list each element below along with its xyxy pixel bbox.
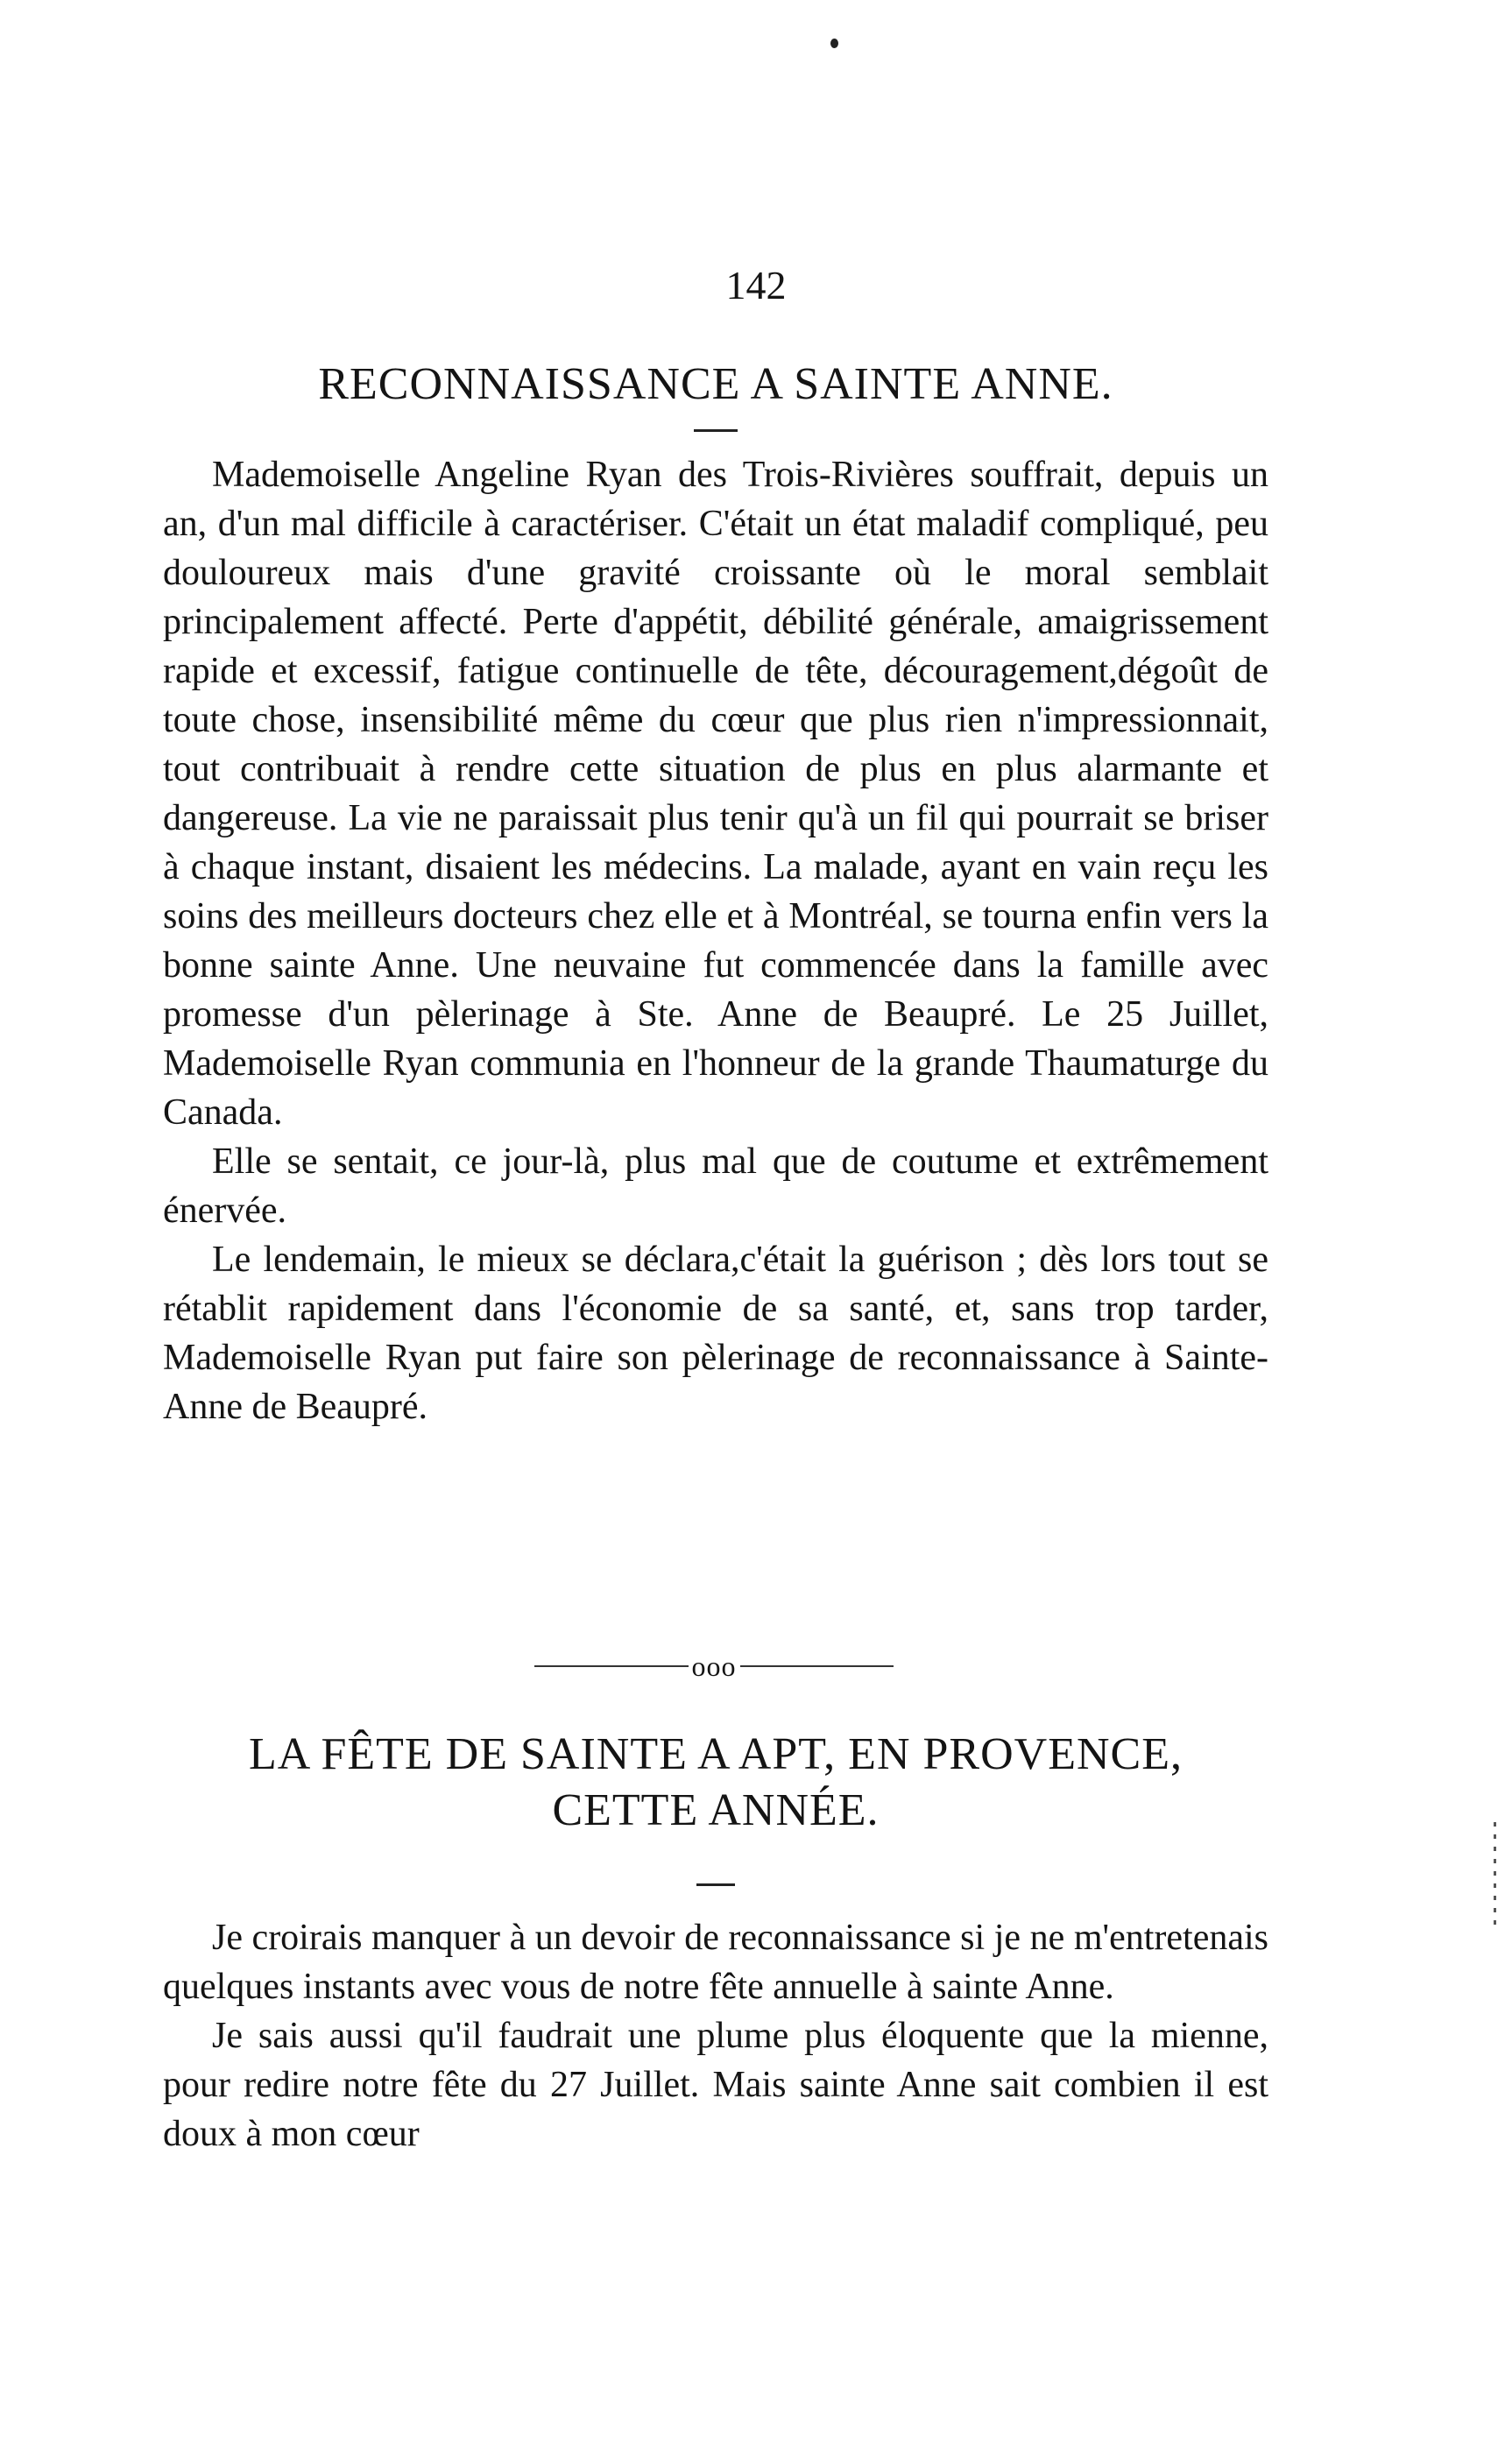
page-edge-mark xyxy=(1494,1822,1496,1927)
article-title-line-2: CETTE ANNÉE. xyxy=(552,1785,880,1835)
paragraph: Je croirais manquer à un devoir de reconnaissance si je ne m'entretenais quelques instants avec vous de notre fête annuelle à sainte Anne. xyxy=(163,1918,1268,2007)
separator-line-left xyxy=(534,1665,689,1667)
ink-speck xyxy=(830,39,838,48)
paragraph: Mademoiselle Angeline Ryan des Trois-Rivières souffrait, depuis un an, d'un mal difficile à caractériser. C'était un état maladif compliqué, peu douloureux mais d'une gravité croissante où le moral semblait principalement affecté. Perte d'appétit, débilité générale, amaigrissement rapide et excessif, fatigue continuelle de tête, découragement,dégoût de toute chose, insensibilité même du cœur que plus rien n'impressionnait, tout contribuait à rendre cette situation de plus en plus alarmante et dangereuse. La vie ne paraissait plus tenir qu'à un fil qui pourrait se briser à chaque instant, disaient les médecins. La malade, ayant en vain reçu les soins des meilleurs docteurs chez elle et à Montréal, se tourna enfin vers la bonne sainte Anne. Une neuvaine fut commencée dans la famille avec promesse d'un pèlerinage à Ste. Anne de Beaupré. Le 25 Juillet, Mademoiselle Ryan communia en l'honneur de la grande Thaumaturge du Canada. xyxy=(163,455,1268,1133)
article-title: RECONNAISSANCE A SAINTE ANNE. xyxy=(318,359,1113,409)
paragraph: Elle se sentait, ce jour-là, plus mal que de coutume et extrêmement énervée. xyxy=(163,1141,1268,1231)
separator-line-right xyxy=(740,1665,894,1667)
article-body xyxy=(163,1913,1268,2159)
section-separator xyxy=(534,1650,894,1682)
separator-ornament: ooo xyxy=(691,1650,737,1682)
article-body xyxy=(163,450,1268,1431)
article-title-line-1: LA FÊTE DE SAINTE A APT, EN PROVENCE, xyxy=(249,1729,1183,1779)
paragraph: Le lendemain, le mieux se déclara,c'était la guérison ; dès lors tout se rétablit rapidement dans l'économie de sa santé, et, sans trop tarder, Mademoiselle Ryan put faire son pèlerinage de reconnaissance à Sainte-Anne de Beaupré. xyxy=(163,1240,1268,1427)
page-number: 142 xyxy=(725,263,787,307)
title-rule xyxy=(694,429,738,432)
paragraph: Je sais aussi qu'il faudrait une plume plus éloquente que la mienne, pour redire notre fête du 27 Juillet. Mais sainte Anne sait combien il est doux à mon cœur xyxy=(163,2016,1268,2154)
title-rule xyxy=(696,1883,735,1886)
